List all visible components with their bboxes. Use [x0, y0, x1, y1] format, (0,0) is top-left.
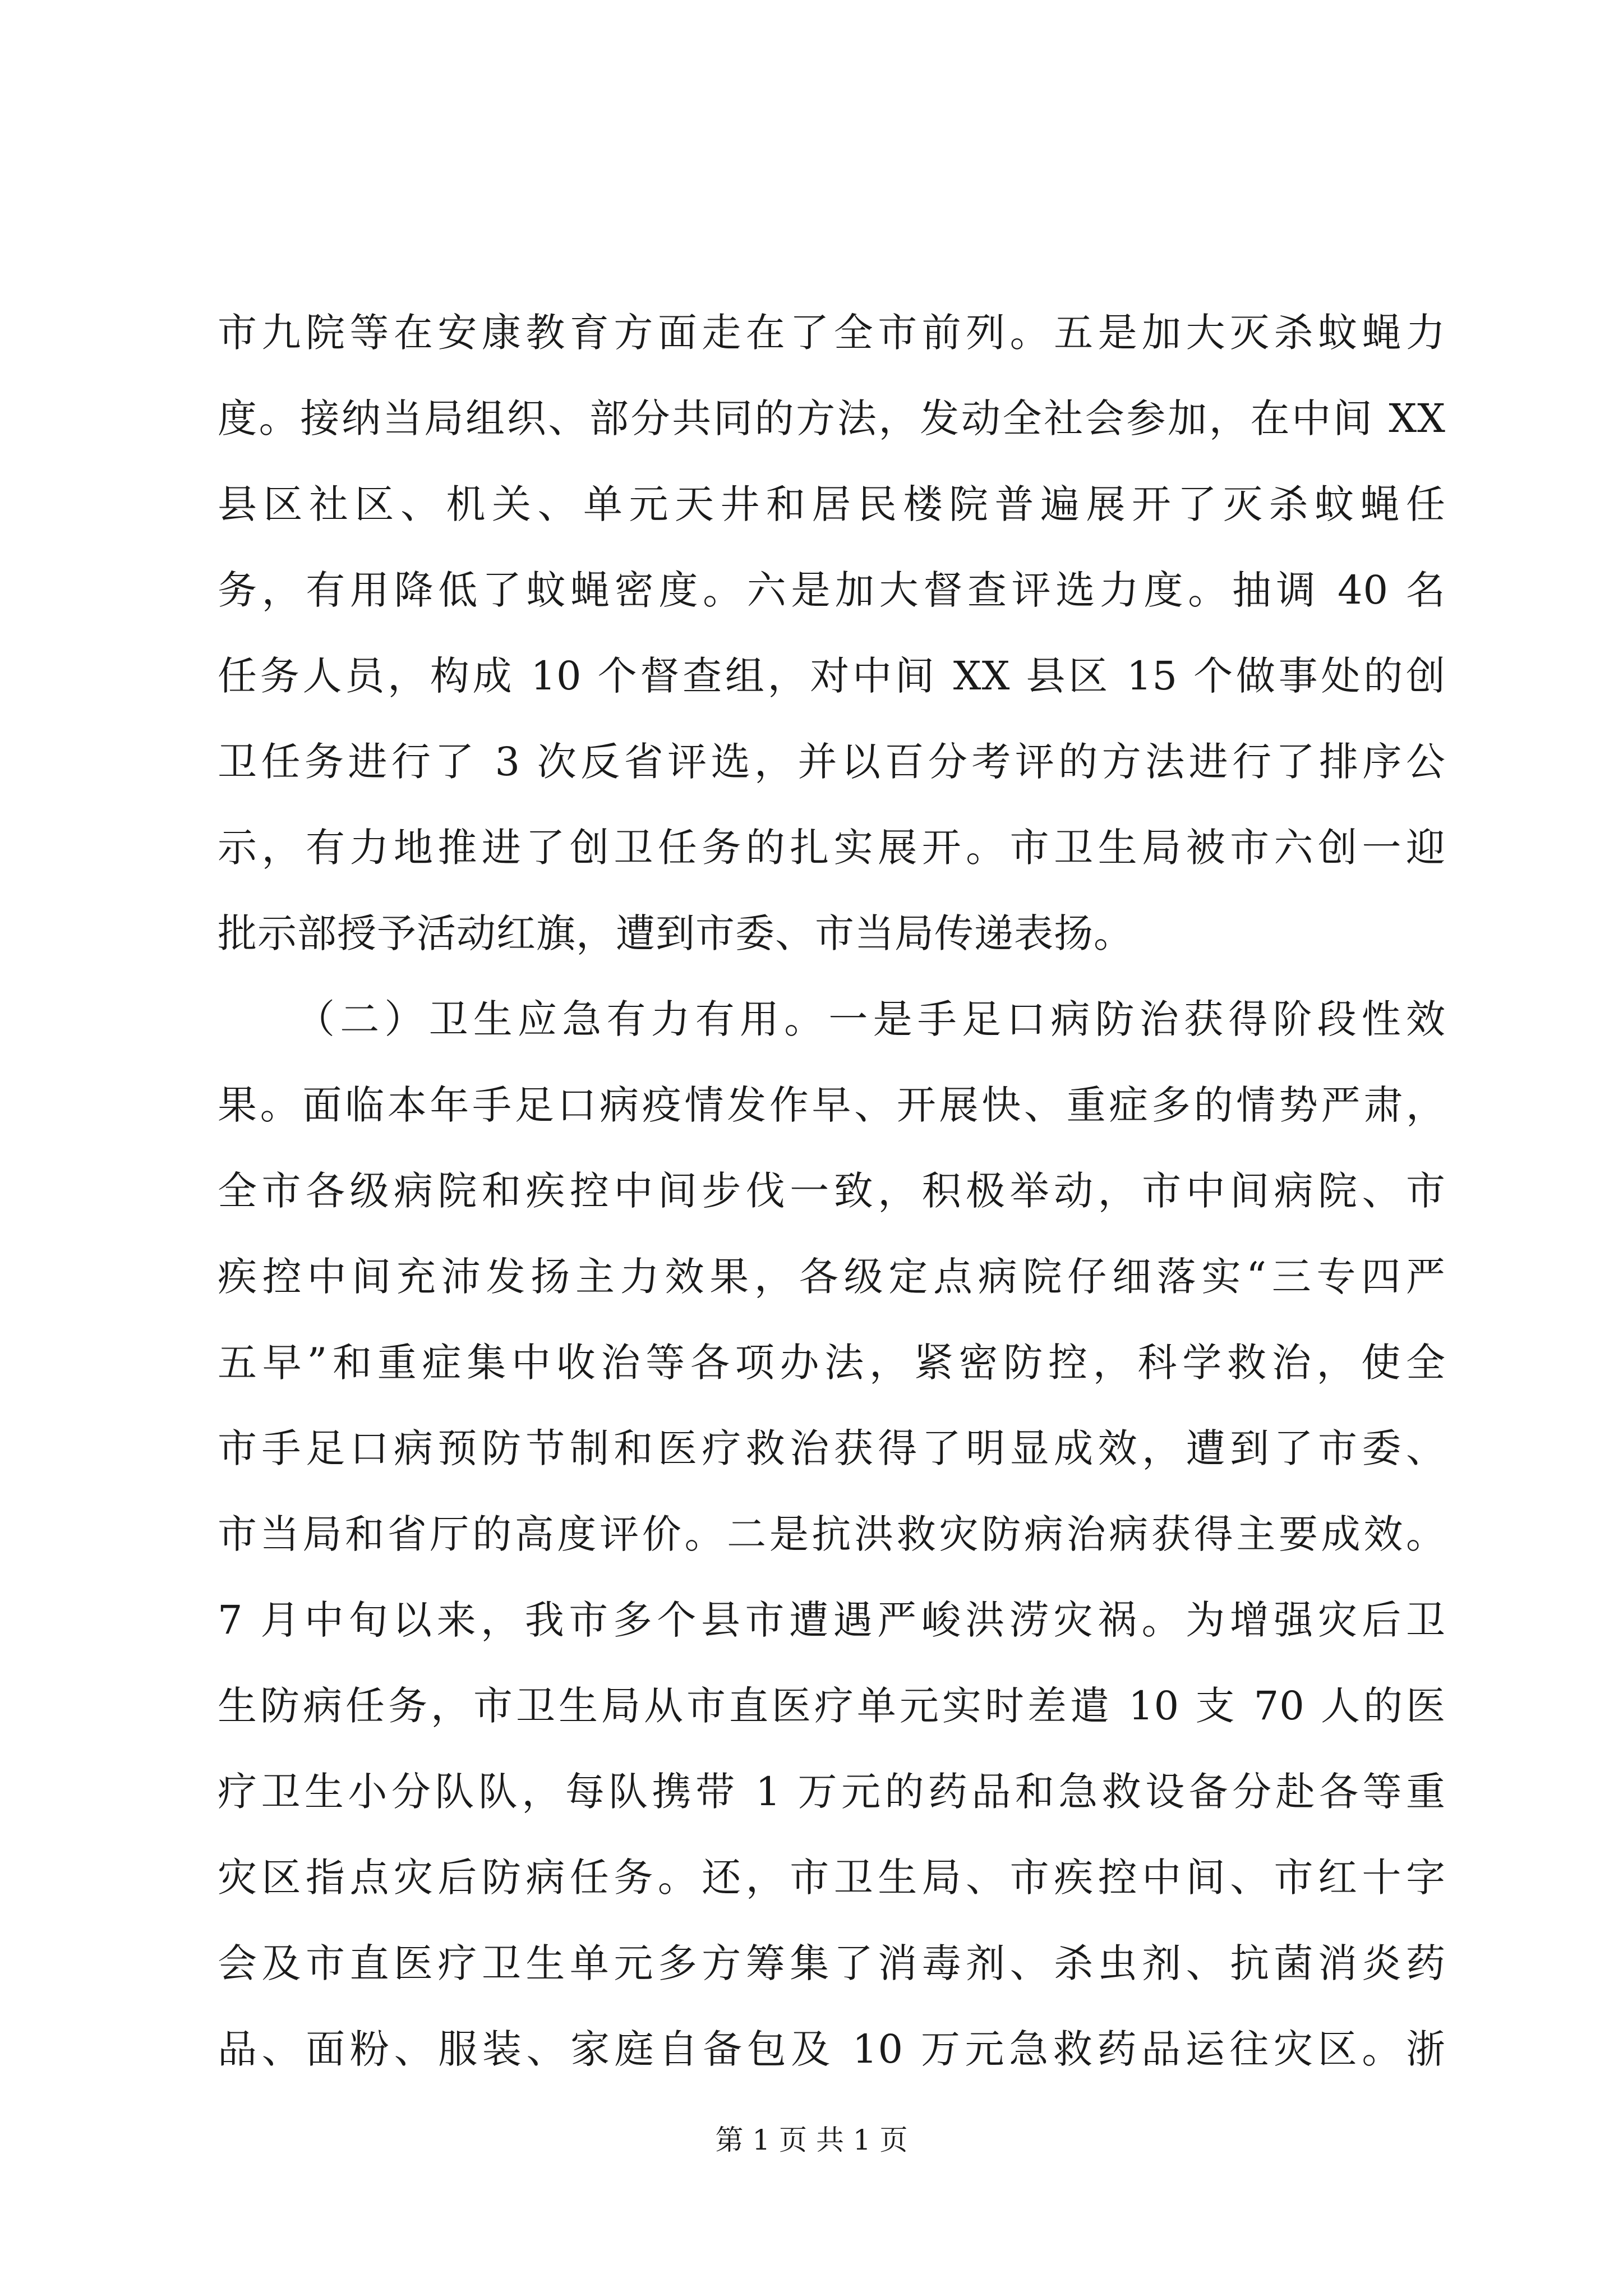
- body-text-line: 全市各级病院和疾控中间步伐一致，积极举动，市中间病院、市: [218, 1168, 1446, 1214]
- body-text-line: 五早”和重症集中收治等各项办法，紧密防控，科学救治，使全: [218, 1340, 1446, 1386]
- body-text-line: 度。接纳当局组织、部分共同的方法，发动全社会参加，在中间 XX: [218, 395, 1446, 441]
- paragraph-heading-line: （二）卫生应急有力有用。一是手足口病防治获得阶段性效: [296, 996, 1446, 1042]
- body-text-line: 卫任务进行了 3 次反省评选，并以百分考评的方法进行了排序公: [218, 739, 1446, 785]
- body-text-line: 7 月中旬以来，我市多个县市遭遇严峻洪涝灾祸。为增强灾后卫: [218, 1597, 1446, 1643]
- body-text-line: 市当局和省厅的高度评价。二是抗洪救灾防病治病获得主要成效。: [218, 1511, 1446, 1557]
- body-text-line: 市九院等在安康教育方面走在了全市前列。五是加大灭杀蚊蝇力: [218, 310, 1446, 356]
- body-text-line: 品、面粉、服装、家庭自备包及 10 万元急救药品运往灾区。浙: [218, 2026, 1446, 2072]
- body-text-line: 市手足口病预防节制和医疗救治获得了明显成效，遭到了市委、: [218, 1425, 1446, 1471]
- body-text-line: 生防病任务，市卫生局从市直医疗单元实时差遣 10 支 70 人的医: [218, 1683, 1446, 1729]
- body-text-line: 疗卫生小分队队，每队携带 1 万元的药品和急救设备分赴各等重: [218, 1769, 1446, 1815]
- body-text-line: 示，有力地推进了创卫任务的扎实展开。市卫生局被市六创一迎: [218, 825, 1446, 871]
- body-text-line: 批示部授予活动红旗，遭到市委、市当局传递表扬。: [218, 910, 1133, 956]
- page-footer: 第 1 页 共 1 页: [715, 2124, 908, 2156]
- body-text-line: 会及市直医疗卫生单元多方筹集了消毒剂、杀虫剂、抗菌消炎药: [218, 1940, 1446, 1986]
- body-text-line: 灾区指点灾后防病任务。还，市卫生局、市疾控中间、市红十字: [218, 1855, 1446, 1901]
- body-text-line: 任务人员，构成 10 个督查组，对中间 XX 县区 15 个做事处的创: [218, 653, 1446, 699]
- body-text-line: 疾控中间充沛发扬主力效果，各级定点病院仔细落实“三专四严: [218, 1254, 1446, 1300]
- body-text-line: 务，有用降低了蚊蝇密度。六是加大督查评选力度。抽调 40 名: [218, 567, 1446, 613]
- body-text-line: 果。面临本年手足口病疫情发作早、开展快、重症多的情势严肃，: [218, 1082, 1446, 1128]
- body-text-line: 县区社区、机关、单元天井和居民楼院普遍展开了灭杀蚊蝇任: [218, 481, 1446, 527]
